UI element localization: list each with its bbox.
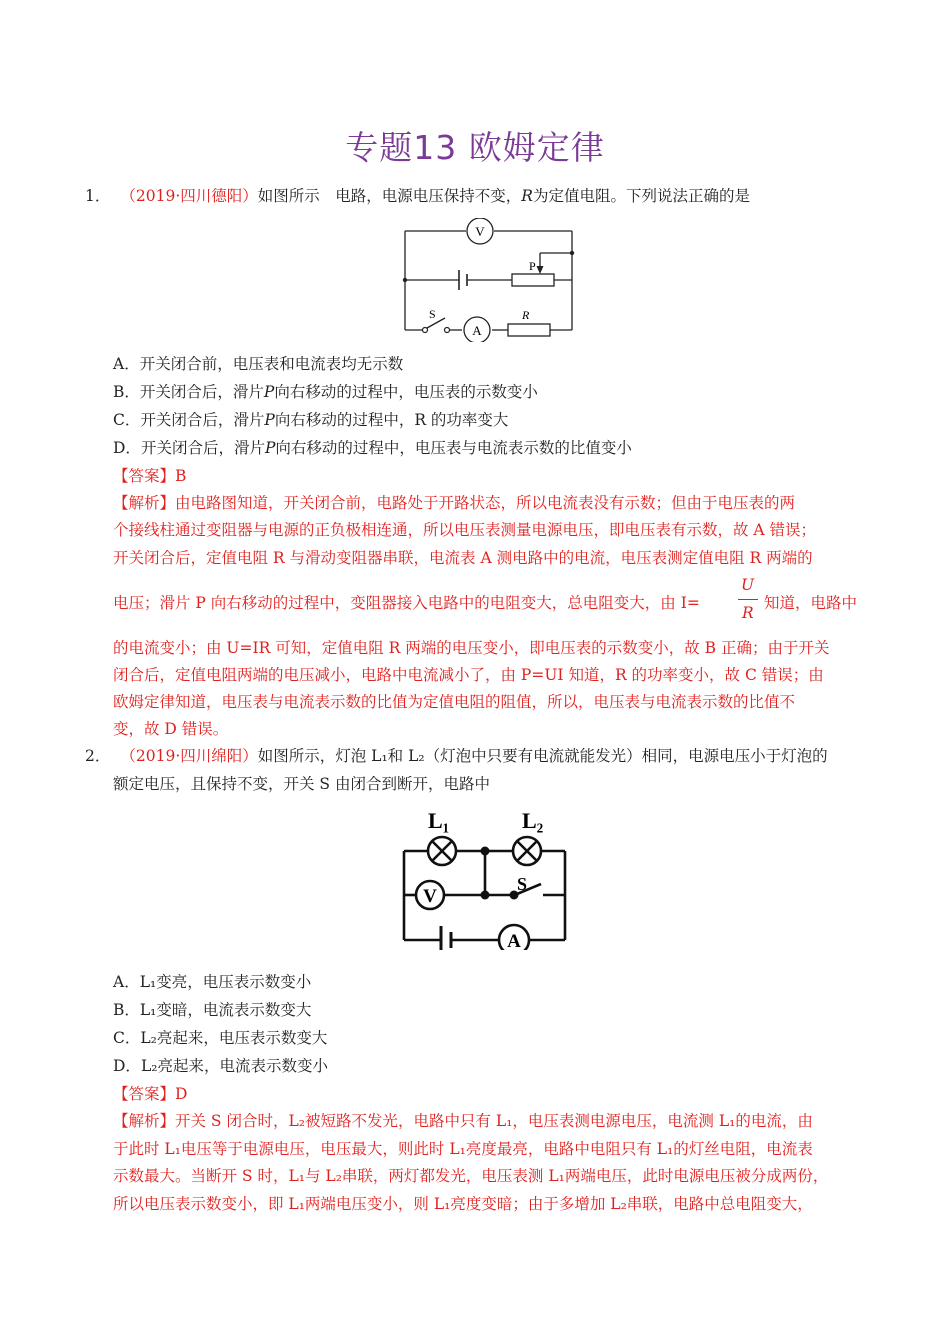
option-a [113,354,403,374]
lamp-l1-label: L₁ [428,808,450,833]
option-letter: C． [113,411,141,429]
option-variable: P [263,383,275,401]
question-2-stem [85,746,828,766]
stem-text: 为定值电阻。下列说法正确的是 [532,187,750,205]
analysis-line-tail: 知道，电路中 [764,594,858,612]
option-letter: B． [113,1001,140,1019]
analysis-line: 【解析】开关 S 闭合时，L₂被短路不发光，电路中只有 L₁，电压表测电源电压，电流测 L₁的电流，由 [113,1112,813,1130]
option-letter: C． [113,1029,141,1047]
stem-variable: R [521,187,533,205]
option-text: 开关闭合前，电压表和电流表均无示数 [139,355,404,373]
lamp-l1-icon [428,837,456,865]
ammeter-label: A [507,931,521,950]
page-title: 专题13 欧姆定律 [345,128,605,167]
circuit-diagram-1 [400,218,580,342]
option-text: 开关闭合后，滑片 [139,383,264,401]
analysis-line: 于此时 L₁电压等于电源电压，电压最大，则此时 L₁亮度最亮，电路中电阻只有 L₁的灯丝电阻，电流表 [113,1140,813,1158]
option-text: L₂亮起来，电流表示数变小 [140,1057,328,1075]
analysis-line: 所以电压表示数变小，即 L₁两端电压变小，则 L₁亮度变暗；由于多增加 L₂串联，电路中总电阻变大， [113,1195,813,1213]
lamp-l2-icon [513,837,541,865]
option-letter: A． [113,355,140,373]
analysis-line: 【解析】由电路图知道，开关闭合前，电路处于开路状态，所以电流表没有示数；但由于电压表的两 [113,494,796,512]
analysis-line: 开关闭合后，定值电阻 R 与滑动变阻器串联，电流表 A 测电路中的电流，电压表测定值电阻 R 两端的 [113,549,813,567]
resistor-label: R [522,308,530,322]
option-d [113,438,632,458]
question-source: （2019·四川德阳） [120,187,258,205]
option-text: 向右移动的过程中，R 的功率变大 [274,411,509,429]
question-number: 1． [85,187,111,205]
option-b [113,1000,311,1020]
circuit-diagram-2 [398,804,570,950]
option-variable: P [264,411,275,429]
fraction-numerator: U [741,576,755,594]
option-variable: P [264,439,276,457]
slider-label: P [529,259,536,273]
option-text: L₂亮起来，电压表示数变大 [140,1029,328,1047]
stem-text: 额定电压，且保持不变，开关 S 由闭合到断开，电路中 [113,775,490,793]
option-a [113,972,311,992]
fraction-denominator: R [742,604,754,622]
voltmeter-label: V [423,886,437,907]
option-b [113,382,538,402]
analysis-line: 个接线柱通过变阻器与电源的正负极相连通，所以电压表测量电源电压，即电压表有示数，故 A 错误； [113,521,817,539]
voltmeter-label: V [475,224,485,239]
lamp-l2-label: L₂ [522,808,544,833]
analysis-line: 闭合后，定值电阻两端的电压减小，电路中电流减小了，由 P=UI 知道，R 的功率变小，故 C 错误；由 [113,666,824,684]
option-letter: A． [113,973,140,991]
analysis-line: 欧姆定律知道，电压表与电流表示数的比值为定值电阻的阻值，所以，电压表与电流表示数的比值不 [113,693,796,711]
analysis-line: 电压；滑片 P 向右移动的过程中，变阻器接入电路中的电阻变大，总电阻变大，由 I= [113,594,700,612]
option-text: 开关闭合后，滑片 [140,439,265,457]
switch-label: S [429,307,436,321]
option-text: 开关闭合后，滑片 [140,411,265,429]
answer-2: 【答案】D [113,1085,188,1103]
question-source: （2019·四川绵阳） [120,747,258,765]
option-text: 向右移动的过程中，电压表的示数变小 [274,383,538,401]
switch-label: S [517,874,528,894]
answer-1: 【答案】B [113,467,187,485]
option-text: L₁变亮，电压表示数变小 [139,973,312,991]
analysis-line: 变，故 D 错误。 [113,720,229,738]
option-text: 向右移动的过程中，电压表与电流表示数的比值变小 [275,439,632,457]
question-1-stem [85,186,750,206]
analysis-line: 示数最大。当断开 S 时，L₁与 L₂串联，两灯都发光，电压表测 L₁两端电压，此时电源电压被分成两份， [113,1167,829,1185]
option-letter: D． [113,1057,141,1075]
option-text: L₁变暗，电流表示数变大 [139,1001,312,1019]
stem-text: 如图所示，灯泡 L₁和 L₂（灯泡中只要有电流就能发光）相同，电源电压小于灯泡的 [257,747,828,765]
stem-text: 如图所示 电路，电源电压保持不变， [257,187,522,205]
fraction-bar [738,599,758,600]
question-number: 2． [85,747,111,765]
option-letter: B． [113,383,140,401]
analysis-line: 的电流变小；由 U=IR 可知，定值电阻 R 两端的电压变小，即电压表的示数变小，故 B 正确；由于开关 [113,639,830,657]
option-c [113,1028,327,1048]
option-d [113,1056,328,1076]
option-c [113,410,508,430]
option-letter: D． [113,439,141,457]
ammeter-label: A [472,323,482,338]
